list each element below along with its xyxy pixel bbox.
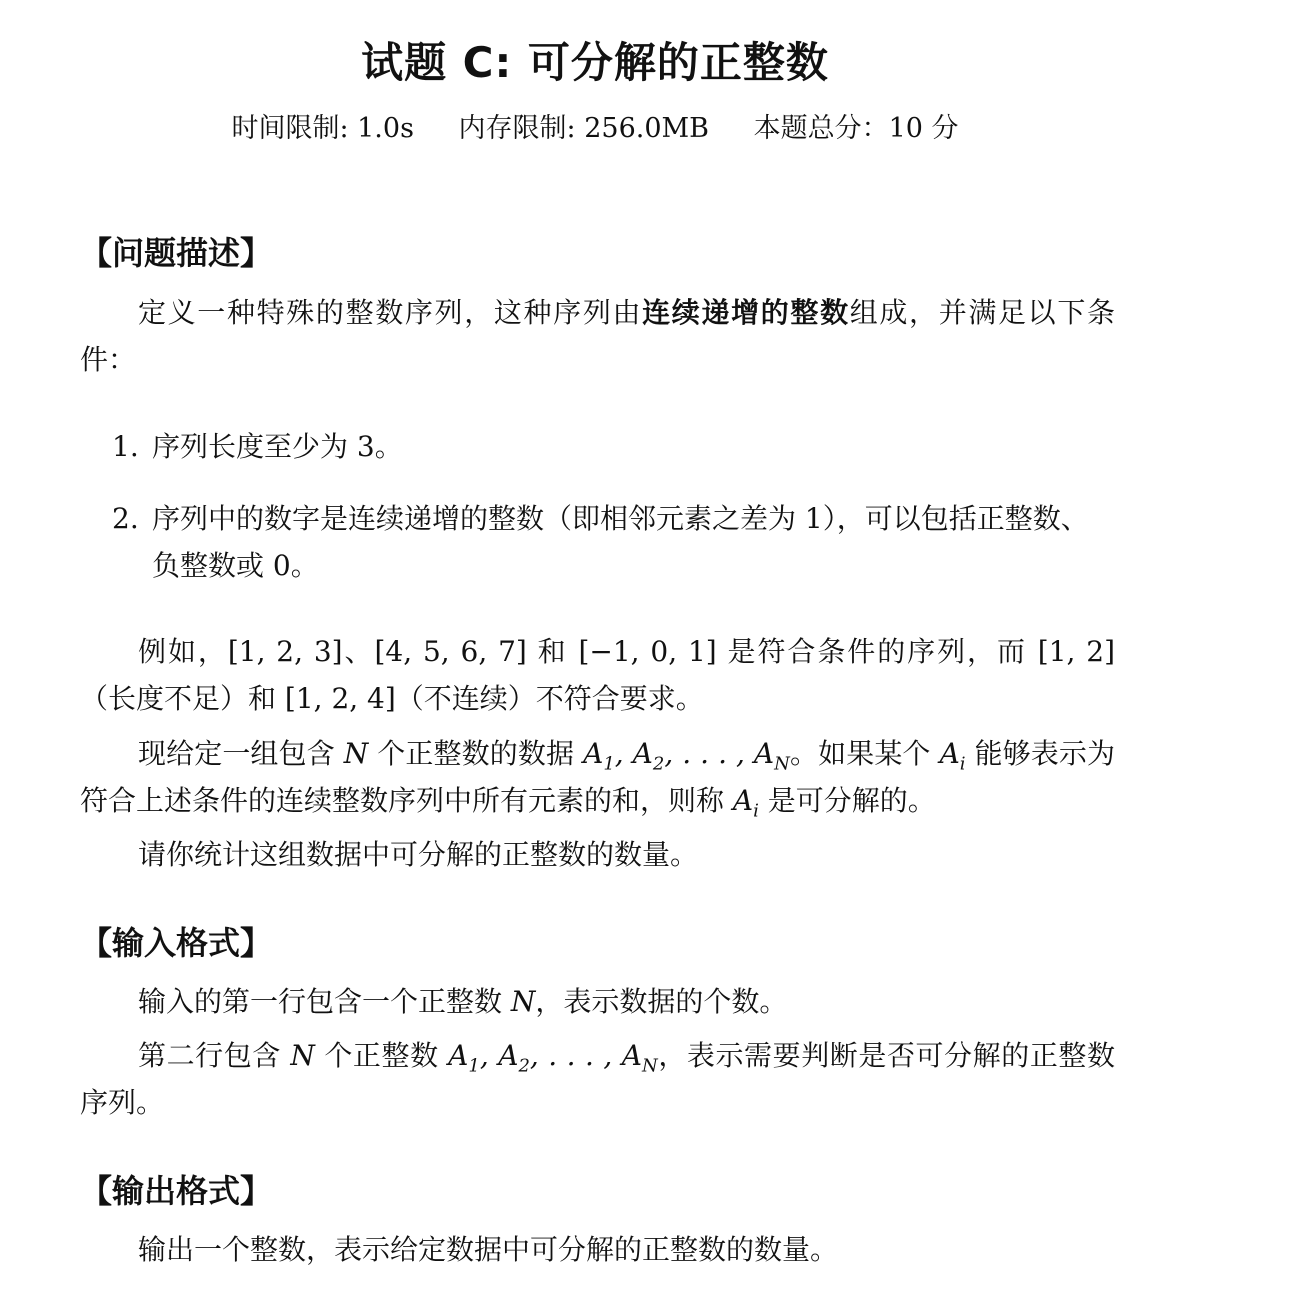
task-paragraph: 请你统计这组数据中可分解的正整数的数量。 bbox=[138, 838, 699, 871]
list-item: 2. 序列中的数字是连续递增的整数（即相邻元素之差为 1），可以包括正整数、负整数或 0。 bbox=[112, 502, 1089, 582]
given-paragraph: 现给定一组包含 N 个正整数的数据 $A_1$, $A_2$, . . . , $A_N$。如果某个 $A_i$ 能够表示为符合上述条件的连续整数序列中所有元素的和，则称 $A_i$ 是可分解的。 bbox=[80, 737, 1116, 822]
output-line: 输出一个整数，表示给定数据中可分解的正整数的数量。 bbox=[138, 1233, 839, 1266]
bold-phrase: 连续递增的整数 bbox=[642, 296, 850, 329]
output-format-heading: 【输出格式】 bbox=[80, 1172, 273, 1210]
problem-intro: 定义一种特殊的整数序列，这种序列由连续递增的整数组成，并满足以下条件： bbox=[80, 296, 1115, 376]
limits-line bbox=[0, 106, 1190, 145]
time-limit: 时间限制: 1.0s bbox=[231, 113, 414, 144]
problem-description-heading: 【问题描述】 bbox=[80, 234, 273, 272]
input-format-heading: 【输入格式】 bbox=[80, 924, 273, 962]
list-item: 1. 序列长度至少为 3。 bbox=[112, 430, 403, 463]
input-line-1: 输入的第一行包含一个正整数 N，表示数据的个数。 bbox=[138, 985, 788, 1018]
example-paragraph: 例如，[1, 2, 3]、[4, 5, 6, 7] 和 [−1, 0, 1] 是符合条件的序列，而 [1, 2]（长度不足）和 [1, 2, 4]（不连续）不符合要求。 bbox=[80, 635, 1115, 715]
input-line-2: 第二行包含 N 个正整数 $A_1$, $A_2$, . . . , $A_N$，表示需要判断是否可分解的正整数序列。 bbox=[80, 1039, 1115, 1119]
memory-limit: 内存限制: 256.0MB bbox=[458, 113, 709, 144]
total-score: 本题总分：10 分 bbox=[753, 113, 959, 144]
problem-title: 试题 C: 可分解的正整数 bbox=[361, 38, 829, 87]
